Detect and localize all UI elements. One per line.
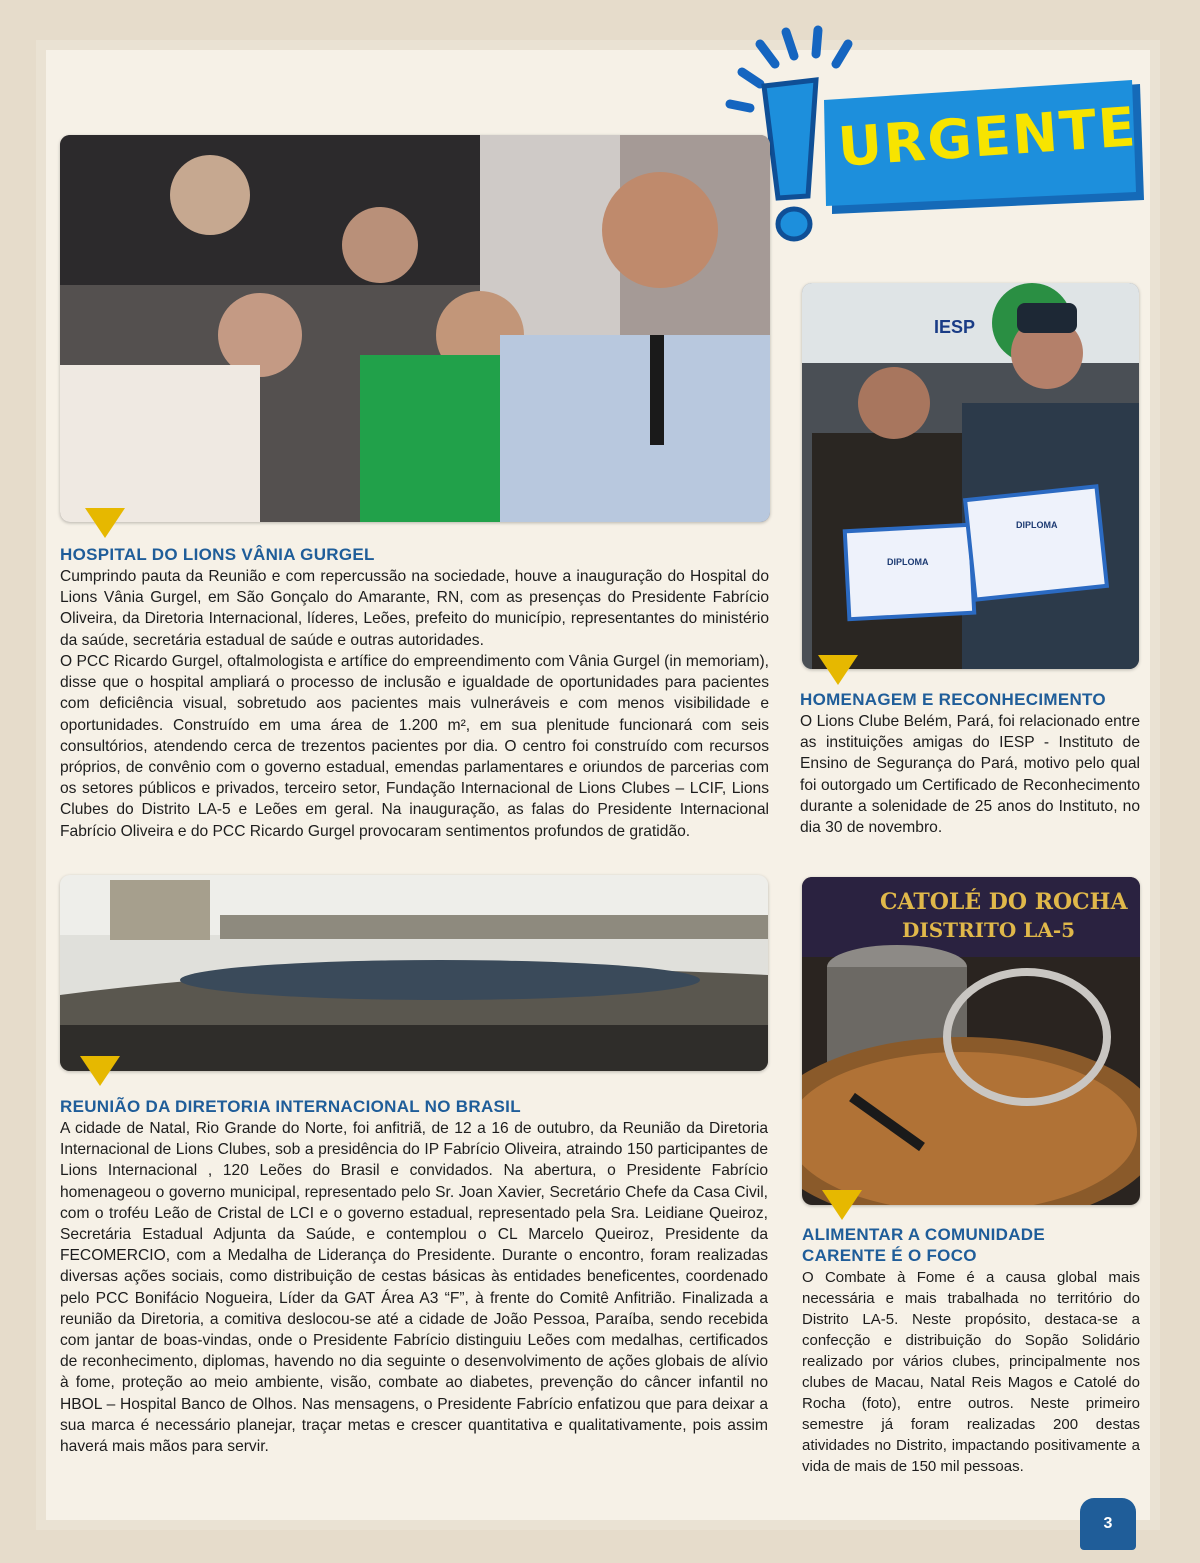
hospital-photo (60, 135, 770, 522)
soup-marker (822, 1190, 862, 1220)
meeting-marker (80, 1056, 120, 1086)
soup-photo (802, 877, 1140, 1205)
hospital-paragraph-1: Cumprindo pauta da Reunião e com repercussão na sociedade, houve a inauguração do Hospital do Lions Vânia Gurgel, em São Gonçalo do Amarante, RN, com as presenças do Presidente Fabrício Oliveira, da Diretoria Internacional, líderes, Leões, prefeito do município, representantes do ministério da saúde, secretária estadual de saúde e outras autoridades. (60, 568, 769, 649)
urgente-banner (720, 24, 1160, 254)
urgente-label: URGENTE (836, 95, 1140, 179)
hospital-paragraph-2: O PCC Ricardo Gurgel, oftalmologista e artífice do empreendimento com Vânia Gurgel (in memoriam), disse que o hospital ampliará o processo de inclusão e igualdade de oportunidades para pacientes com deficiência visual, sobretudo aos pacientes mais vulneráveis e com menos visibilidade e oportunidades. Construído em uma área de 1.200 m², em sua plenitude funcionará com seis consultórios, atendendo cerca de trezentos pacientes por dia. O centro foi construído com recursos próprios, de convênio com o governo estadual, emendas parlamentares e oriundos de parcerias com os setores públicos e privados, terceiro setor, Fundação Internacional de Lions Clubes – LCIF, Lions Clubes do Distrito LA-5 e Leões em geral. Na inauguração, as falas do Presidente Internacional Fabrício Oliveira e do PCC Ricardo Gurgel provocaram sentimentos profundos de gratidão. (60, 653, 769, 840)
diploma-2-text: DIPLOMA (1016, 520, 1058, 530)
soup-banner-line-1: CATOLÉ DO ROCHA (880, 889, 1128, 915)
alimentar-title-line-1: ALIMENTAR A COMUNIDADE (802, 1225, 1046, 1244)
page-number: 3 (1080, 1498, 1136, 1550)
soup-banner-line-2: DISTRITO LA-5 (902, 918, 1076, 942)
diploma-1-text: DIPLOMA (887, 557, 929, 567)
homenagem-body: O Lions Clube Belém, Pará, foi relacionado entre as instituições amigas do IESP - Instituto de Ensino de Segurança do Pará, motivo pelo qual foi outorgado um Certificado de Reconhecimento durante a solenidade de 25 anos do Instituto, no dia 30 de novembro. (800, 713, 1140, 837)
iesp-marker (818, 655, 858, 685)
alimentar-body: O Combate à Fome é a causa global mais necessária e mais trabalhada no território do Distrito LA-5. Neste propósito, destaca-se a confecção e distribuição do Sopão Solidário realizado por vários clubes, principalmente nos clubes de Macau, Natal Reis Magos e Catolé do Rocha (foto), entre outros. Neste primeiro semestre já foram realizadas 200 destas atividades no Distrito, impactando positivamente a vida de mais de 150 mil pessoas. (802, 1269, 1140, 1475)
reuniao-body: A cidade de Natal, Rio Grande do Norte, foi anfitriã, de 12 a 16 de outubro, da Reunião da Diretoria Internacional de Lions Clubes, sob a presidência do IP Fabrício Oliveira, atraindo 150 participantes de Lions Internacional , 120 Leões do Brasil e convidados. Na abertura, o Presidente Fabrício homenageou o governo municipal, representado pelo Sr. Joan Xavier, Secretário Chefe da Casa Civil, com o troféu Leão de Cristal de LCI e o governo estadual, representado pela Sra. Leidiane Queiroz, Secretária Estadual Adjunta da Saúde, e contemplou o CL Marcelo Queiroz, Presidente da FECOMERCIO, com a Medalha de Liderança do Presidente. Durante o encontro, foram realizadas diversas ações sociais, como distribuição de cestas básicas às entidades beneficentes, coordenado pelo PCC Bonifácio Nogueira, Líder da GAT Área A3 “F”, à frente do Comitê Anfitrião. Finalizada a reunião da Diretoria, a comitiva deslocou-se até a cidade de João Pessoa, Paraíba, sendo recebida com jantar de boas-vindas, onde o Presidente Fabrício distinguiu Leões com medalhas, certificados de reconhecimento, diplomas, havendo no dia seguinte o desenvolvimento de ações globais de alívio à fome, proteção ao meio ambiente, visão, combate ao diabetes, prevenção do câncer infantil no HBOL – Hospital Banco de Olhos. Nas mensagens, o Presidente Fabrício enfatizou que para deixar a sua marca é necessário planejar, traçar metas e crescer quantitativa e qualitativamente, pois assim haverá mais mãos para servir. (60, 1120, 768, 1456)
homenagem-title: HOMENAGEM E RECONHECIMENTO (800, 690, 1106, 709)
iesp-logo-text: IESP (934, 317, 976, 337)
alimentar-title-line-2: CARENTE É O FOCO (802, 1246, 977, 1265)
reuniao-title: REUNIÃO DA DIRETORIA INTERNACIONAL NO BRASIL (60, 1097, 521, 1116)
meeting-photo (60, 875, 768, 1071)
hospital-marker (85, 508, 125, 538)
iesp-photo (802, 283, 1139, 669)
hospital-title: HOSPITAL DO LIONS VÂNIA GURGEL (60, 545, 375, 564)
